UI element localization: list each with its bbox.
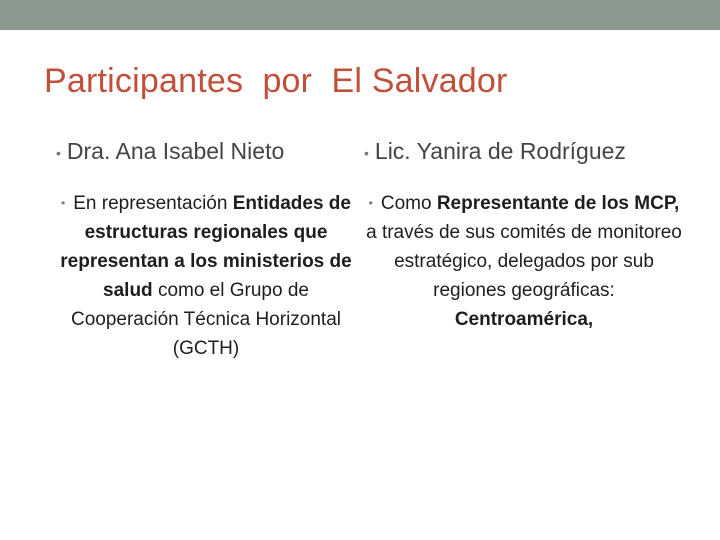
right-description <box>364 189 684 334</box>
left-heading <box>56 138 356 166</box>
sub-bullet-icon: • <box>61 196 66 211</box>
right-desc-bold: Representante de los MCP, <box>436 192 680 214</box>
bullet-icon: • <box>56 144 61 161</box>
right-heading <box>364 138 714 166</box>
sub-bullet-icon: • <box>368 196 373 211</box>
top-accent-bar <box>0 0 720 30</box>
right-desc-intro: Como <box>380 192 432 214</box>
left-desc-bold: Entidades de estructuras regionales que representan a los ministerios de salud <box>60 192 352 301</box>
left-column <box>56 138 356 363</box>
left-heading-text: Dra. Ana Isabel Nieto <box>66 138 285 164</box>
left-desc-intro: En representación <box>73 192 228 214</box>
right-desc-middle: a través de sus comités de monitoreo estratégico, delegados por sub regiones geográficas: <box>366 221 682 301</box>
right-desc-bold-end: Centroamérica, <box>454 308 594 330</box>
bullet-icon: • <box>364 144 369 161</box>
slide-title: Participantes por El Salvador <box>44 62 508 100</box>
right-column <box>364 138 714 334</box>
left-desc-rest: como el Grupo de Cooperación Técnica Horizontal (GCTH) <box>70 279 342 359</box>
right-heading-text: Lic. Yanira de Rodríguez <box>374 138 626 164</box>
left-description <box>56 189 356 363</box>
